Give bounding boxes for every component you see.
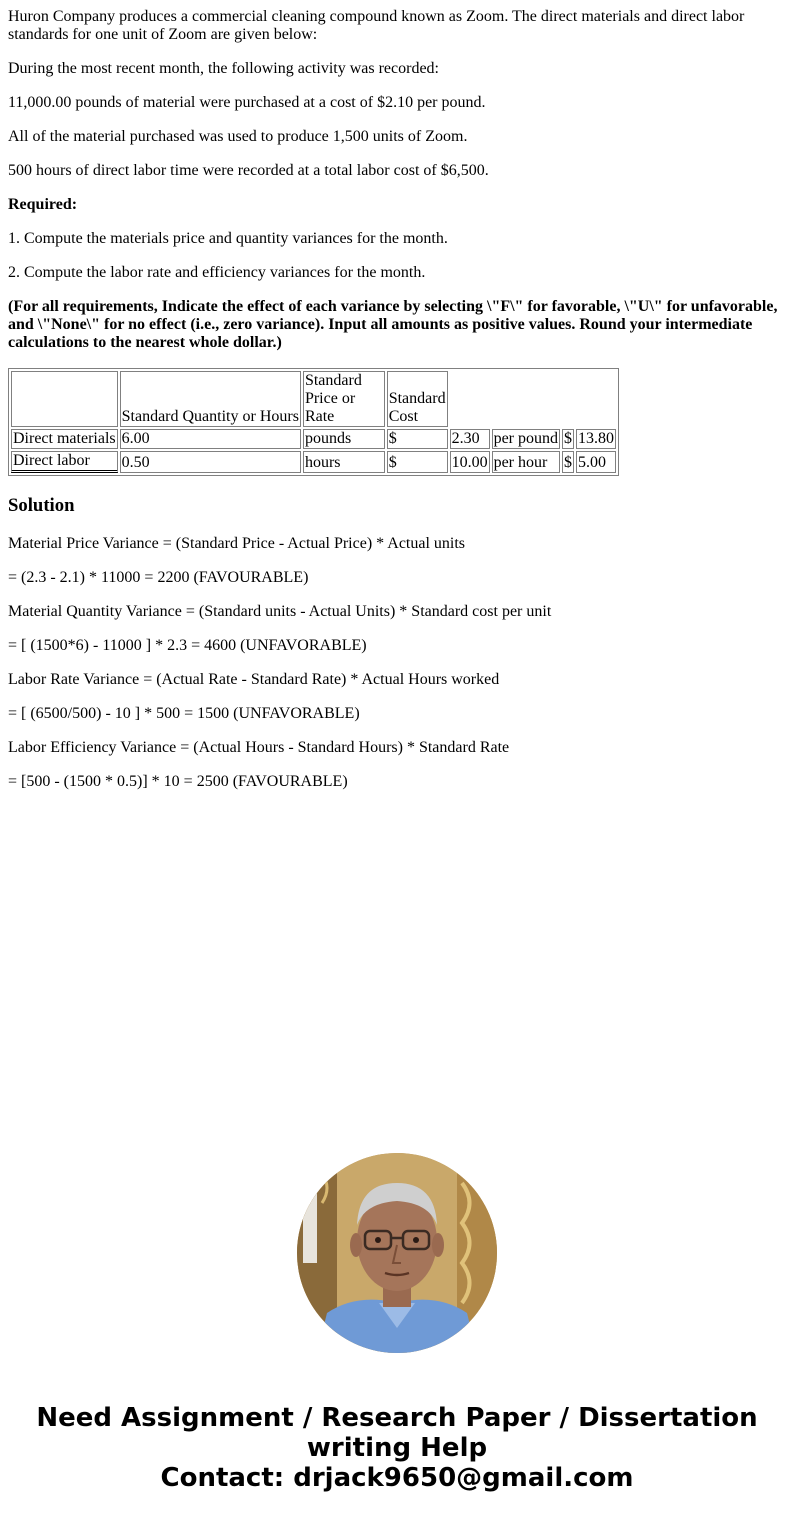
row-quantity: 0.50 bbox=[120, 451, 301, 473]
standards-table bbox=[8, 368, 619, 476]
document-body bbox=[8, 0, 786, 807]
fact-materials-purchased: 11,000.00 pounds of material were purchased at a cost of $2.10 per pound. bbox=[8, 94, 486, 111]
solution-heading: Solution bbox=[8, 495, 75, 516]
row-per-unit: per pound bbox=[493, 430, 558, 447]
header-empty-cell bbox=[11, 371, 118, 427]
promo-banner bbox=[0, 1403, 794, 1493]
required-label: Required: bbox=[8, 196, 78, 213]
row-price: 2.30 bbox=[450, 429, 490, 449]
table-row bbox=[11, 451, 616, 473]
fact-units-produced: All of the material purchased was used to produce 1,500 units of Zoom. bbox=[8, 128, 468, 145]
requirement-2: 2. Compute the labor rate and efficiency variances for the month. bbox=[8, 264, 426, 281]
header-blank bbox=[450, 371, 616, 427]
author-avatar bbox=[297, 1153, 497, 1353]
author-portrait-image bbox=[297, 1153, 497, 1353]
solution-section bbox=[8, 535, 786, 791]
row-price: 10.00 bbox=[450, 451, 490, 473]
row-label: Direct labor bbox=[11, 451, 118, 473]
instructions: (For all requirements, Indicate the effect of each variance by selecting \"F\" for favorable, \"U\" for unfavorable, and \"None\" for no effect (i.e., zero variance). Input all amounts as positive values. Round your intermediate calculations to the nearest whole dollar.) bbox=[8, 298, 778, 351]
fact-labor-hours: 500 hours of direct labor time were recorded at a total labor cost of $6,500. bbox=[8, 162, 489, 179]
requirement-1: 1. Compute the materials price and quantity variances for the month. bbox=[8, 230, 448, 247]
solution-line: Material Quantity Variance = (Standard units - Actual Units) * Standard cost per unit bbox=[8, 603, 552, 620]
row-cost: 5.00 bbox=[576, 451, 616, 473]
solution-line: = (2.3 - 2.1) * 11000 = 2200 (FAVOURABLE) bbox=[8, 569, 309, 586]
row-dollar: $ bbox=[387, 429, 448, 449]
promo-line-2: writing Help bbox=[306, 1433, 488, 1463]
promo-line-1: Need Assignment / Research Paper / Dissertation bbox=[36, 1403, 758, 1433]
header-price: Standard Price or Rate bbox=[303, 371, 385, 427]
solution-line: Labor Rate Variance = (Actual Rate - Standard Rate) * Actual Hours worked bbox=[8, 671, 500, 688]
row-unit: hours bbox=[303, 451, 385, 473]
header-cost: Standard Cost bbox=[387, 371, 448, 427]
solution-line: = [500 - (1500 * 0.5)] * 10 = 2500 (FAVOURABLE) bbox=[8, 773, 348, 790]
row-per-unit: per hour bbox=[492, 451, 560, 473]
row-dollar: $ bbox=[387, 451, 448, 473]
row-cost: 13.80 bbox=[578, 430, 614, 447]
row-label: Direct materials bbox=[13, 430, 116, 447]
solution-line: Labor Efficiency Variance = (Actual Hours - Standard Hours) * Standard Rate bbox=[8, 739, 510, 756]
row-quantity: 6.00 bbox=[120, 429, 301, 449]
row-dollar: $ bbox=[562, 451, 574, 473]
solution-line: Material Price Variance = (Standard Price - Actual Price) * Actual units bbox=[8, 535, 466, 552]
promo-contact: Contact: drjack9650@gmail.com bbox=[160, 1463, 634, 1493]
row-dollar: $ bbox=[564, 430, 572, 447]
solution-line: = [ (1500*6) - 11000 ] * 2.3 = 4600 (UNFAVORABLE) bbox=[8, 637, 367, 654]
intro-paragraph: Huron Company produces a commercial cleaning compound known as Zoom. The direct materials and direct labor standards for one unit of Zoom are given below: bbox=[8, 8, 745, 43]
table-header-row bbox=[11, 371, 616, 427]
table-row bbox=[11, 429, 616, 449]
activity-intro: During the most recent month, the following activity was recorded: bbox=[8, 60, 439, 77]
row-unit: pounds bbox=[303, 429, 385, 449]
solution-line: = [ (6500/500) - 10 ] * 500 = 1500 (UNFAVORABLE) bbox=[8, 705, 360, 722]
header-quantity: Standard Quantity or Hours bbox=[120, 371, 301, 427]
